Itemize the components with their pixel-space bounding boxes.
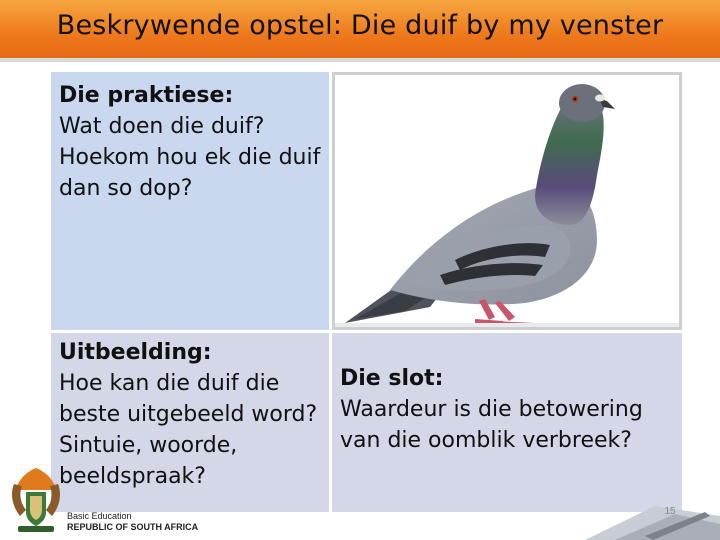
title-bar: [0, 0, 720, 62]
uitbeelding-heading: Uitbeelding:: [59, 340, 212, 365]
slot-text: [340, 363, 680, 456]
praktiese-heading: Die praktiese:: [59, 83, 234, 108]
uitbeelding-text: [59, 337, 339, 492]
praktiese-body: Wat doen die duif? Hoekom hou ek die duif dan so dop?: [59, 114, 321, 201]
content-table: [51, 72, 682, 512]
department-line2: REPUBLIC OF SOUTH AFRICA: [67, 522, 199, 532]
praktiese-text: [59, 80, 321, 204]
department-label: [67, 511, 198, 533]
slide-title: Beskrywende opstel: Die duif by my venster: [56, 10, 664, 41]
cell-pigeon-image: [332, 72, 682, 330]
cell-praktiese: [51, 72, 329, 330]
slot-body: Waardeur is die betowering van die oomblik verbreek?: [340, 397, 643, 453]
cell-uitbeelding: [51, 333, 329, 512]
pigeon-image: [335, 75, 679, 327]
decorative-corner-graphic: [545, 486, 720, 540]
department-line1: Basic Education: [67, 511, 132, 521]
uitbeelding-body: Hoe kan die duif die beste uitgebeeld word? Sintuie, woorde, beeldspraak?: [59, 371, 318, 489]
page-number: 15: [664, 506, 676, 517]
slot-heading: Die slot:: [340, 366, 444, 391]
coat-of-arms-icon: [6, 464, 66, 536]
